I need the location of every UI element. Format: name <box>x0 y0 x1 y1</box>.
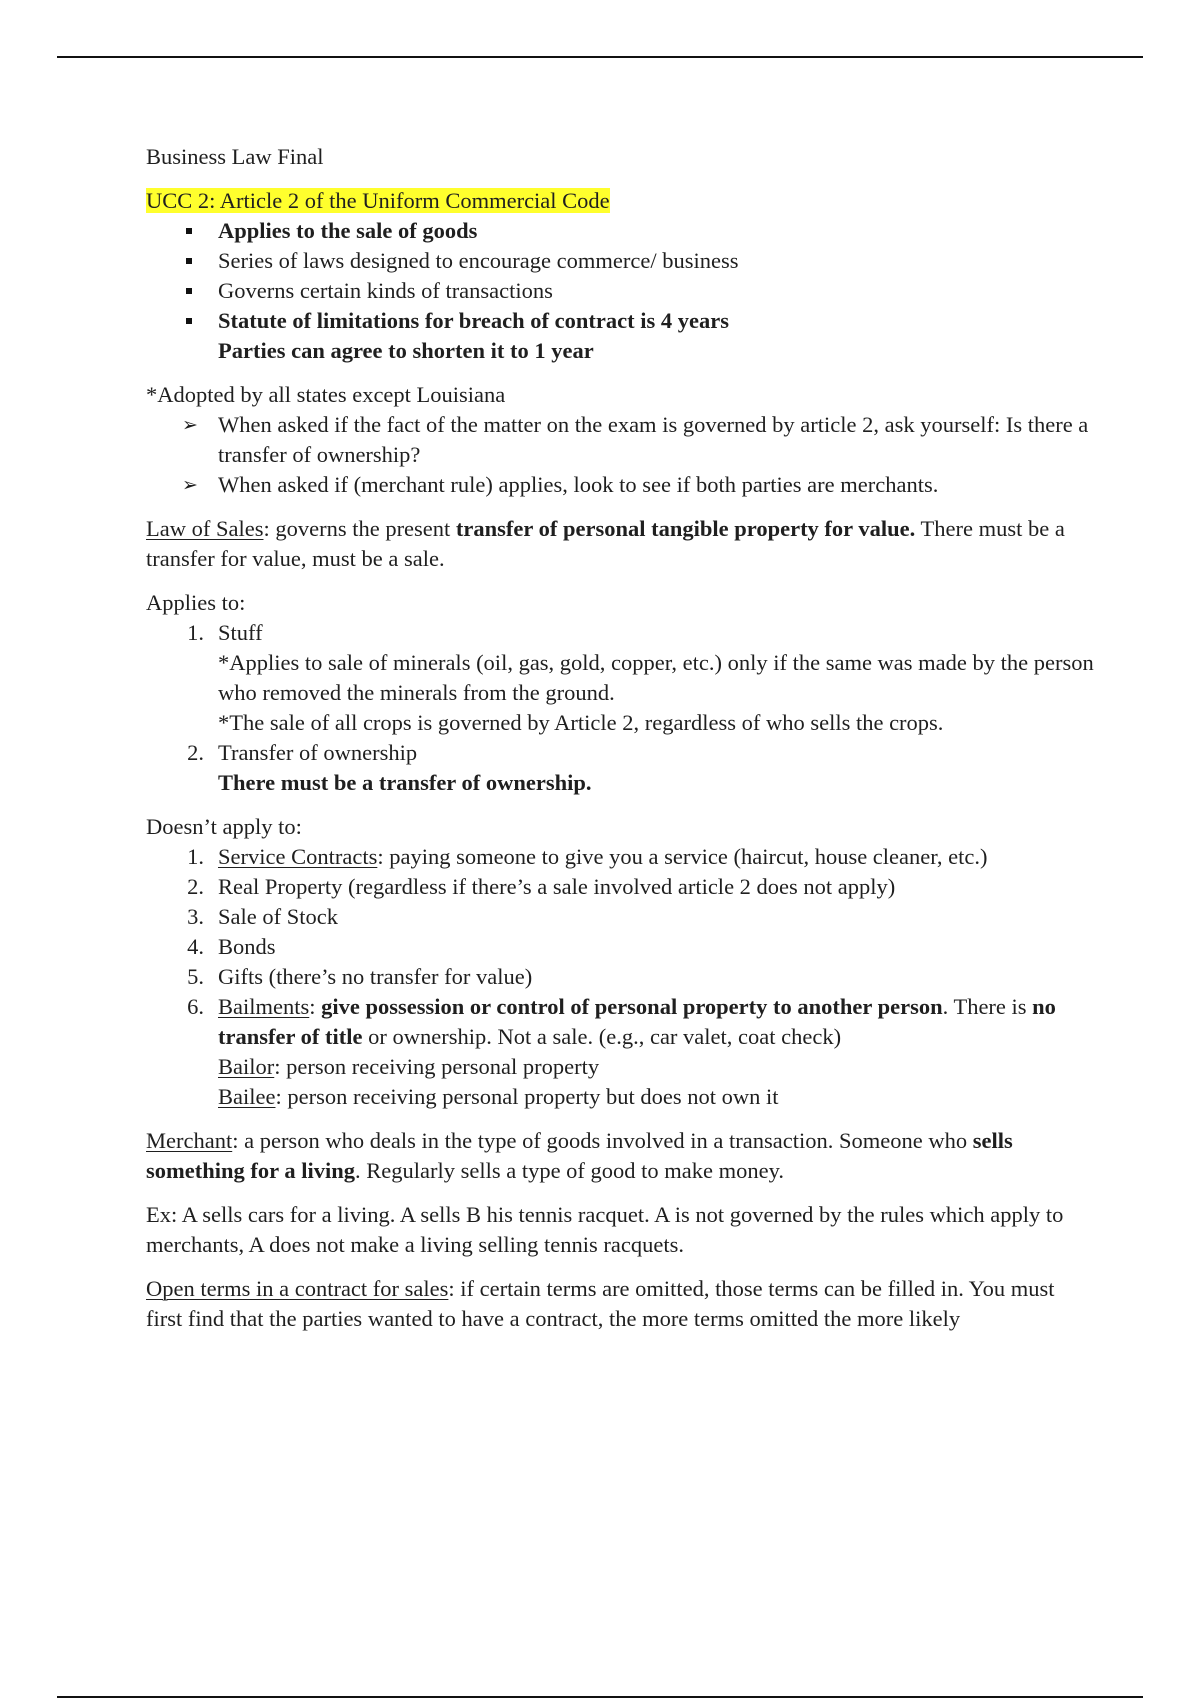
applies-to-heading: Applies to: <box>146 590 246 615</box>
law-of-sales-paragraph: Law of Sales: governs the present transfer of personal tangible property for value. There must be a transfer for value, must be a sale. <box>146 516 1065 571</box>
list-item: 3. Sale of Stock <box>187 904 338 929</box>
list-item: 2. Transfer of ownership There must be a transfer of ownership. <box>187 740 592 795</box>
square-bullet-icon <box>186 288 192 294</box>
list-item: 2. Real Property (regardless if there’s a sale involved article 2 does not apply) <box>187 874 896 899</box>
doesnt-apply-heading: Doesn’t apply to: <box>146 814 302 839</box>
list-item: Governs certain kinds of transactions <box>146 276 1096 306</box>
list-item: 1. Service Contracts: paying someone to give you a service (haircut, house cleaner, etc.) <box>187 844 988 869</box>
square-bullet-icon <box>186 228 192 234</box>
ucc-heading-highlight: UCC 2: Article 2 of the Uniform Commercial Code <box>146 188 610 213</box>
list-item: Statute of limitations for breach of contract is 4 years Parties can agree to shorten it to 1 year <box>146 306 1096 366</box>
bailor-term: Bailor <box>218 1054 275 1079</box>
ownership-note: There must be a transfer of ownership. <box>218 770 592 795</box>
list-item-continuation: Parties can agree to shorten it to 1 year <box>218 338 594 363</box>
header-rule <box>57 56 1143 58</box>
open-terms-term: Open terms in a contract for sales <box>146 1276 449 1301</box>
list-item: ➢ When asked if the fact of the matter on the exam is governed by article 2, ask yourself: Is there a transfer of ownership? <box>182 412 1089 467</box>
arrow-bullet-icon: ➢ <box>182 474 198 496</box>
ucc-bullet-list <box>146 216 1096 366</box>
merchant-term: Merchant <box>146 1128 233 1153</box>
open-terms-paragraph: Open terms in a contract for sales: if certain terms are omitted, those terms can be filled in. You must first find that the parties wanted to have a contract, the more terms omitted the more likely <box>146 1276 1055 1331</box>
list-item: Series of laws designed to encourage commerce/ business <box>146 246 1096 276</box>
crops-note: *The sale of all crops is governed by Article 2, regardless of who sells the crops. <box>218 710 944 735</box>
law-of-sales-term: Law of Sales <box>146 516 264 541</box>
ucc-heading <box>146 186 1096 216</box>
adopted-note: *Adopted by all states except Louisiana <box>146 382 506 407</box>
doesnt-apply-list <box>146 842 1096 1112</box>
minerals-note: *Applies to sale of minerals (oil, gas, gold, copper, etc.) only if the same was made by the person who removed the minerals from the ground. <box>218 650 1094 705</box>
square-bullet-icon <box>186 318 192 324</box>
list-item: 1. Stuff *Applies to sale of minerals (oil, gas, gold, copper, etc.) only if the same was made by the person who removed the minerals from the ground. *The sale of all crops is governed by Article 2, regardless of who sells the crops. <box>187 620 1094 735</box>
document-title: Business Law Final <box>146 144 324 169</box>
bailments-term: Bailments <box>218 994 310 1019</box>
arrow-list <box>146 410 1096 500</box>
list-item: 5. Gifts (there’s no transfer for value) <box>187 964 533 989</box>
applies-to-list <box>146 618 1096 798</box>
arrow-bullet-icon: ➢ <box>182 414 198 436</box>
list-item: 6. Bailments: give possession or control of personal property to another person. There is no transfer of title or ownership. Not a sale. (e.g., car valet, coat check) Bailor: person receiving personal property Bailee: person receiving personal property but does not own it <box>187 994 1056 1109</box>
footer-rule <box>57 1696 1143 1698</box>
list-item: ➢ When asked if (merchant rule) applies, look to see if both parties are merchants. <box>146 470 1096 500</box>
document-body <box>146 142 1096 1334</box>
list-item: Applies to the sale of goods <box>146 216 1096 246</box>
example-paragraph: Ex: A sells cars for a living. A sells B his tennis racquet. A is not governed by the rules which apply to merchants, A does not make a living selling tennis racquets. <box>146 1202 1064 1257</box>
square-bullet-icon <box>186 258 192 264</box>
list-item: 4. Bonds <box>187 934 276 959</box>
service-contracts-term: Service Contracts <box>218 844 378 869</box>
merchant-paragraph: Merchant: a person who deals in the type of goods involved in a transaction. Someone who sells something for a living. Regularly sells a type of good to make money. <box>146 1128 1013 1183</box>
bailee-term: Bailee <box>218 1084 276 1109</box>
